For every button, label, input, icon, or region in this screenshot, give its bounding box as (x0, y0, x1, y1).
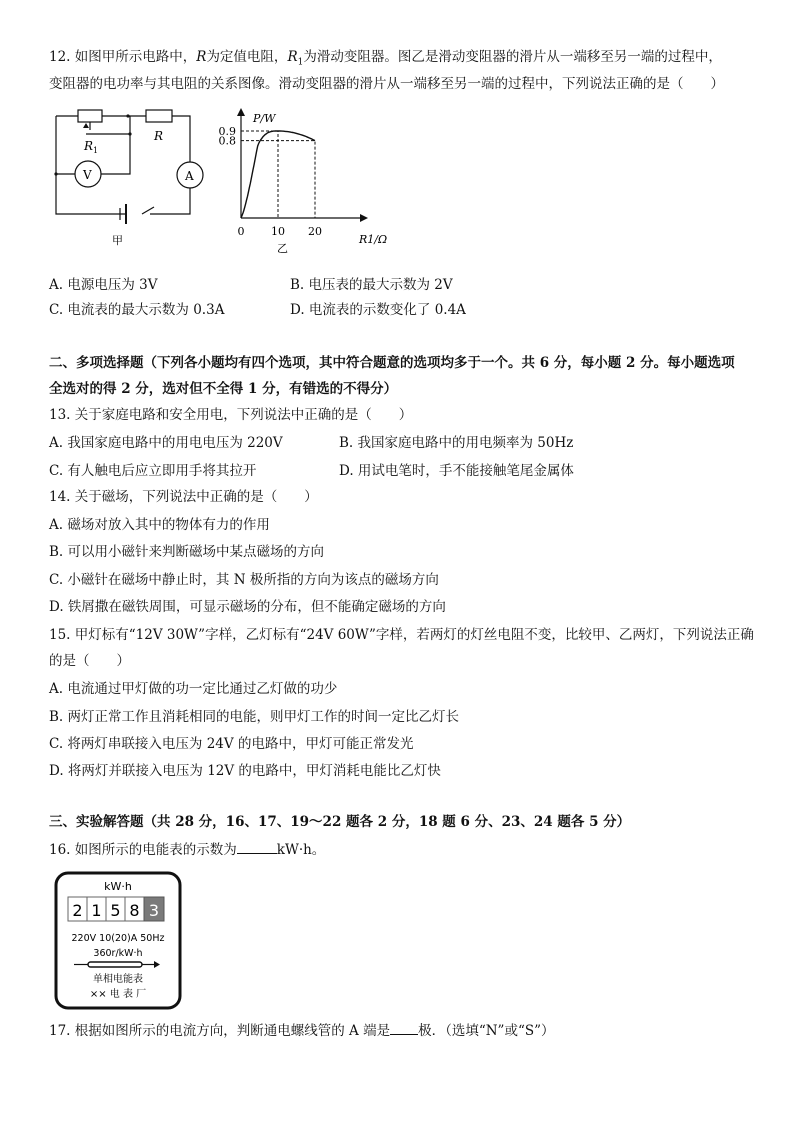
q12-option-b[interactable]: B. 电压表的最大示数为 2V (290, 277, 453, 293)
x-tick-10: 10 (271, 225, 285, 238)
meter-digit-1: 2 (72, 901, 83, 920)
q12-option-c[interactable]: C. 电流表的最大示数为 0.3A (49, 302, 225, 318)
q15-stem-line2: 的是（ ） (49, 653, 130, 669)
q12-stem-line2: 变阻器的电功率与其电阻的关系图像。滑动变阻器的滑片从一端移至另一端的过程中，下列说法正确的是（ ） (49, 76, 724, 92)
q16-stem: 16. 如图所示的电能表的示数为 kW·h。 (49, 842, 326, 858)
chart-axes (241, 114, 360, 218)
x-axis-label: R1/Ω (359, 233, 388, 246)
q15-option-c[interactable]: C. 将两灯串联接入电压为 24V 的电路中，甲灯可能正常发光 (49, 736, 414, 752)
ammeter-label: A (185, 169, 194, 183)
r1-sub: 1 (93, 146, 99, 155)
power-resistance-chart (210, 104, 400, 254)
circuit-diagram (50, 104, 210, 254)
y-tick-0.8: 0.8 (218, 134, 236, 148)
q13-option-a[interactable]: A. 我国家庭电路中的用电电压为 220V (49, 435, 283, 451)
section3-heading: 三、实验解答题（共 28 分，16、17、19～22 题各 2 分，18 题 6 分、23、24 题各 5 分） (49, 814, 631, 830)
resistor-r1 (78, 110, 102, 122)
meter-digit-3: 5 (110, 901, 121, 920)
q12-option-d[interactable]: D. 电流表的示数变化了 0.4A (290, 302, 466, 318)
q15-stem-line1: 15. 甲灯标有“12V 30W”字样，乙灯标有“24V 60W”字样，若两灯的灯丝电阻不变，比较甲、乙两灯，下列说法正确 (49, 627, 754, 643)
meter-digit-2: 1 (91, 901, 102, 920)
meter-maker: ×× 电 表 厂 (89, 989, 147, 1000)
q15-option-a[interactable]: A. 电流通过甲灯做的功一定比通过乙灯做的功少 (49, 681, 338, 697)
electric-meter (52, 870, 184, 1012)
meter-unit: kW·h (104, 880, 132, 893)
q17-stem: 17. 根据如图所示的电流方向，判断通电螺线管的 A 端是 极．（选填“N”或“S”） (49, 1023, 555, 1039)
y-axis-label: P/W (253, 112, 276, 125)
section2-heading-line2: 全选对的得 2 分，选对但不全得 1 分，有错选的不得分） (49, 381, 398, 397)
r1-label: R (84, 139, 94, 153)
r-label: R (154, 129, 164, 143)
q13-stem: 13. 关于家庭电路和安全用电，下列说法中正确的是（ ） (49, 407, 413, 423)
x-axis-arrow (360, 214, 368, 222)
meter-rev: 360r/kW·h (93, 948, 143, 959)
meter-digit-5: 3 (148, 901, 160, 920)
q14-stem: 14. 关于磁场，下列说法中正确的是（ ） (49, 489, 318, 505)
y-tick-0.9: 0.9 (218, 124, 236, 138)
x-tick-20: 20 (308, 225, 322, 238)
q16-answer-blank[interactable] (237, 841, 277, 854)
q12-stem-line1: 12. 如图甲所示电路中，R为定值电阻，$R_1$为滑动变阻器。图乙是滑动变阻器的滑片从一端移至另一端的过程中， (49, 49, 722, 68)
q13-option-b[interactable]: B. 我国家庭电路中的用电频率为 50Hz (339, 435, 574, 451)
q17-answer-blank[interactable] (390, 1022, 418, 1035)
meter-spec: 220V 10(20)A 50Hz (71, 933, 165, 944)
y-axis-arrow (237, 108, 245, 116)
q15-option-d[interactable]: D. 将两灯并联接入电压为 12V 的电路中，甲灯消耗电能比乙灯快 (49, 763, 441, 779)
chart-caption: 乙 (277, 242, 288, 254)
meter-name: 单相电能表 (93, 974, 143, 985)
q14-option-a[interactable]: A. 磁场对放入其中的物体有力的作用 (49, 517, 270, 533)
q12-option-a[interactable]: A. 电源电压为 3V (49, 277, 158, 293)
peak-guide (241, 131, 278, 218)
x-tick-0: 0 (237, 225, 245, 238)
resistor-r (146, 110, 172, 122)
q14-option-d[interactable]: D. 铁屑撒在磁铁周围，可显示磁场的分布，但不能确定磁场的方向 (49, 599, 446, 615)
q13-option-d[interactable]: D. 用试电笔时，手不能接触笔尾金属体 (339, 463, 574, 479)
meter-digit-4: 8 (129, 901, 140, 920)
q14-option-b[interactable]: B. 可以用小磁针来判断磁场中某点磁场的方向 (49, 544, 325, 560)
q15-option-b[interactable]: B. 两灯正常工作且消耗相同的电能，则甲灯工作的时间一定比乙灯长 (49, 709, 460, 725)
circuit-caption: 甲 (112, 234, 123, 247)
section2-heading-line1: 二、多项选择题（下列各小题均有四个选项，其中符合题意的选项均多于一个。共 6 分，每小题 2 分。每小题选项 (49, 355, 735, 371)
q14-option-c[interactable]: C. 小磁针在磁场中静止时，其 N 极所指的方向为该点的磁场方向 (49, 572, 439, 588)
voltmeter-label: V (83, 168, 92, 182)
q13-option-c[interactable]: C. 有人触电后应立即用手将其拉开 (49, 463, 257, 479)
